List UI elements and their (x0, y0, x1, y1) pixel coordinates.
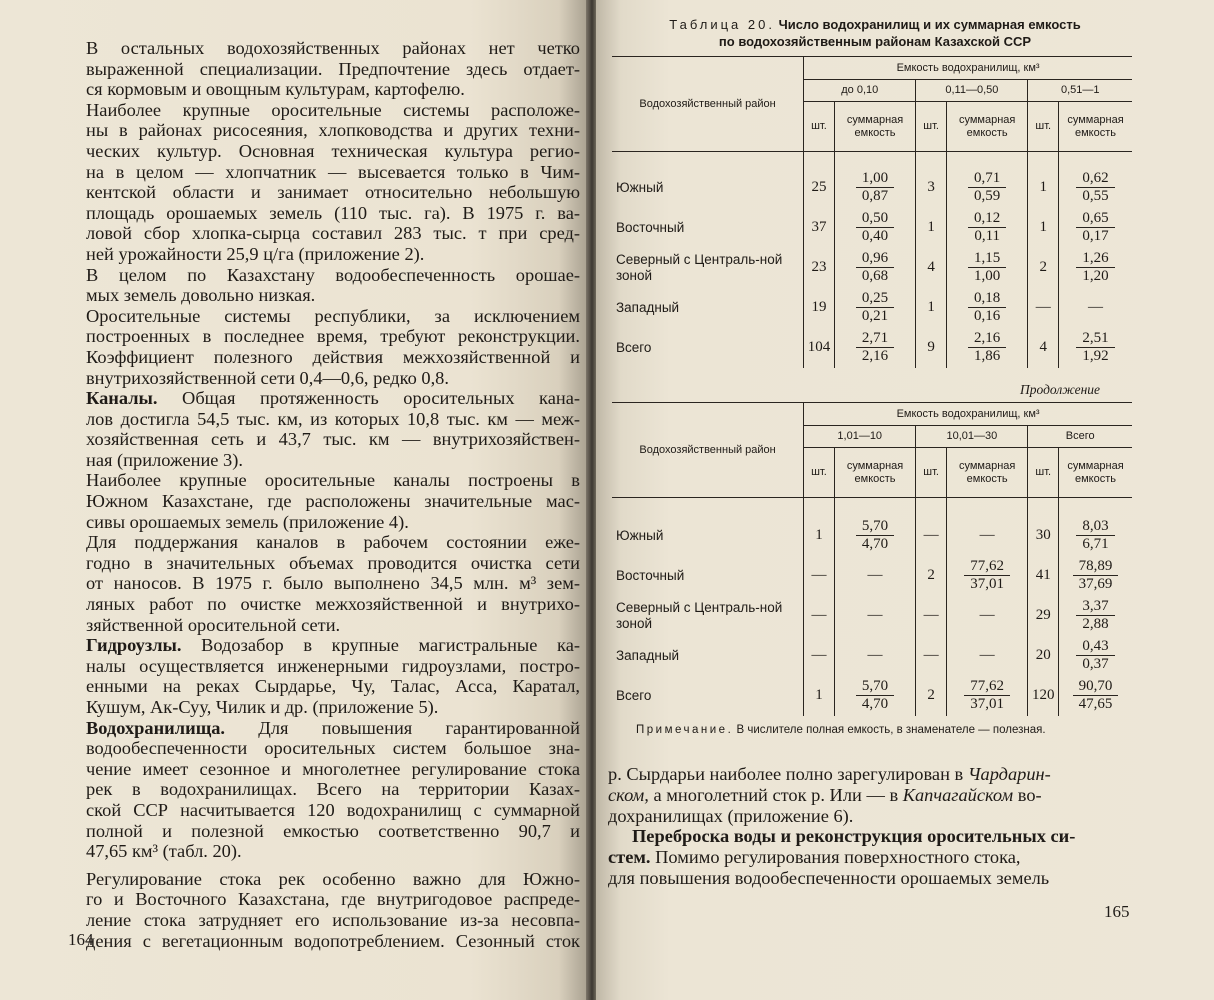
page-number: 164 (68, 930, 94, 949)
capacity-fraction (856, 518, 894, 553)
capacity-cell (946, 288, 1028, 328)
capacity-fraction (968, 250, 1006, 285)
text-line: енными на реках Сырдарье, Чу, Талас, Асса, Каратал, (86, 676, 580, 697)
sum-header: суммарная емкость (834, 448, 916, 498)
count-cell: — (1028, 288, 1059, 328)
full-capacity: — (867, 607, 883, 623)
full-capacity: 0,43 (1076, 638, 1114, 656)
count-cell: 1 (916, 208, 947, 248)
capacity-fraction (968, 210, 1006, 245)
group-header: Всего (1028, 426, 1132, 448)
full-capacity: 1,26 (1076, 250, 1114, 268)
useful-capacity: 0,37 (1082, 656, 1109, 672)
full-capacity: 1,15 (968, 250, 1006, 268)
table-row (612, 208, 1132, 248)
text-line: от наносов. В 1975 г. было выполнено 34,5 млн. м³ зем- (86, 573, 580, 594)
count-cell: 120 (1028, 676, 1059, 716)
full-capacity: 0,50 (856, 210, 894, 228)
full-capacity: 5,70 (856, 518, 894, 536)
capacity-fraction (968, 170, 1006, 205)
region-cell: Южный (612, 152, 804, 208)
count-cell: — (804, 596, 835, 636)
useful-capacity: 0,68 (861, 268, 889, 284)
full-capacity: 3,37 (1076, 598, 1114, 616)
text-line: В остальных водохозяйственных районах нет четко (86, 38, 580, 58)
text-line: Кушум, Ак-Суу, Чилик и др. (приложение 5). (86, 697, 439, 717)
region-cell: Западный (612, 288, 804, 328)
capacity-header: Емкость водохранилищ, км³ (804, 403, 1132, 426)
capacity-cell (834, 288, 916, 328)
continuation-label: Продолжение (1020, 382, 1101, 397)
text-line: налы осуществляется инженерными гидроузлами, постро- (86, 655, 580, 676)
count-cell: 2 (916, 676, 947, 716)
useful-capacity: 37,69 (1078, 576, 1113, 592)
useful-capacity: 0,16 (974, 308, 1001, 324)
useful-capacity: 1,92 (1082, 348, 1109, 364)
count-header: шт. (804, 448, 835, 498)
capacity-fraction (868, 647, 883, 664)
full-capacity: 0,71 (968, 170, 1006, 188)
capacity-cell (834, 676, 916, 716)
count-cell: 3 (916, 152, 947, 208)
capacity-fraction (1073, 678, 1119, 713)
count-header: шт. (1028, 102, 1059, 152)
table-label: Таблица 20. (669, 17, 775, 32)
count-cell: 25 (804, 152, 835, 208)
count-cell: — (804, 556, 835, 596)
capacity-cell (1059, 676, 1132, 716)
full-capacity: 2,51 (1076, 330, 1114, 348)
table-row (612, 636, 1132, 676)
full-capacity: 0,25 (856, 290, 894, 308)
capacity-cell (1059, 498, 1132, 556)
useful-capacity: 0,11 (974, 228, 1001, 244)
region-cell: Северный с Централь-ной зоной (612, 248, 804, 288)
count-cell: 1 (804, 676, 835, 716)
sum-header: суммарная емкость (1067, 113, 1124, 139)
count-cell: 20 (1028, 636, 1059, 676)
count-header: шт. (916, 102, 947, 152)
table-title-line-1: Число водохранилищ и их суммарная емкость (778, 17, 1081, 32)
text-line: го и Восточного Казахстана, где внутригодовое распреде- (86, 889, 580, 910)
capacity-cell (834, 248, 916, 288)
full-capacity: — (979, 647, 995, 663)
text-line: площадь орошаемых земель (110 тыс. га). В 1975 г. ва- (86, 202, 580, 223)
count-cell: 1 (1028, 152, 1059, 208)
text-line: хозяйственная сеть и 43,7 тыс. км — внутрихозяйствен- (86, 429, 580, 450)
full-capacity: 2,71 (856, 330, 894, 348)
text-line: ческих культур. Основная техническая культура регио- (86, 140, 580, 161)
useful-capacity: 0,87 (861, 188, 889, 205)
useful-capacity: 6,71 (1082, 536, 1109, 553)
count-cell: — (916, 498, 947, 556)
text-line: зяйственной оросительной сети. (86, 614, 341, 635)
sum-header: суммарная емкость (946, 102, 1028, 152)
useful-capacity: 1,20 (1082, 268, 1109, 284)
full-capacity: 1,00 (856, 170, 894, 188)
count-cell: 41 (1028, 556, 1059, 596)
sum-header: суммарная емкость (1067, 459, 1124, 485)
useful-capacity: 0,21 (861, 308, 889, 324)
count-cell: 2 (1028, 248, 1059, 288)
capacity-fraction (1073, 558, 1119, 593)
count-cell: — (916, 636, 947, 676)
left-page-text (86, 38, 580, 951)
capacity-fraction (1076, 518, 1114, 553)
count-cell: 29 (1028, 596, 1059, 636)
text-line: ской ССР насчитывается 120 водохранилищ с суммарной (86, 799, 580, 820)
capacity-cell (946, 152, 1028, 208)
text-line: лов достигла 54,5 тыс. км, из которых 10,8 тыс. км — меж- (86, 408, 580, 429)
full-capacity: 0,18 (968, 290, 1006, 308)
text-line: ском, а многолетний сток р. Или — в Капчагайском во- (608, 784, 1042, 805)
heading-kanaly: Каналы. (86, 388, 158, 409)
text-line: полной и полезной емкостью соответственно 90,7 и (86, 820, 580, 841)
useful-capacity: 0,59 (974, 188, 1001, 205)
text-line: водообеспеченности оросительных систем большое зна- (86, 738, 580, 759)
text-line: Для поддержания каналов в рабочем состоянии еже- (86, 532, 580, 553)
capacity-cell (1059, 556, 1132, 596)
capacity-cell (1059, 596, 1132, 636)
text-line: Переброска воды и реконструкция оросительных си- (632, 826, 1076, 847)
capacity-fraction (1076, 330, 1114, 365)
count-cell: 9 (916, 328, 947, 368)
capacity-fraction (1076, 210, 1114, 245)
count-cell: 23 (804, 248, 835, 288)
full-capacity: — (867, 567, 883, 583)
reservoir-table-part-2 (612, 402, 1132, 716)
capacity-cell (834, 208, 916, 248)
note-label: Примечание. (636, 724, 734, 736)
capacity-fraction (1076, 170, 1114, 205)
capacity-fraction (968, 330, 1006, 365)
useful-capacity: 0,17 (1082, 228, 1109, 244)
capacity-fraction (856, 290, 894, 325)
capacity-cell (834, 596, 916, 636)
region-cell: Всего (612, 676, 804, 716)
full-capacity: 8,03 (1076, 518, 1114, 536)
capacity-fraction (1076, 250, 1114, 285)
group-header: 1,01—10 (804, 426, 916, 448)
text-line: ся кормовым и овощным культурам, картофелю. (86, 79, 465, 100)
count-header: шт. (1028, 448, 1059, 498)
table-row (612, 288, 1132, 328)
useful-capacity: 2,88 (1082, 616, 1109, 632)
table-title-line-2: по водохозяйственным районам Казахской ССР (718, 34, 1032, 49)
count-header: шт. (916, 448, 947, 498)
sum-header: суммарная емкость (946, 448, 1028, 498)
full-capacity: 5,70 (856, 678, 894, 696)
table-row (612, 248, 1132, 288)
region-cell: Южный (612, 498, 804, 556)
region-column-header: Водохозяйственный район (612, 403, 804, 498)
full-capacity: 2,16 (968, 330, 1006, 348)
text-line: В целом по Казахстану водообеспеченность орошае- (86, 264, 580, 285)
text-line: ней урожайности 25,9 ц/га (приложение 2). (86, 243, 425, 264)
text-line: р. Сырдарьи наиболее полно зарегулирован в Чардарин- (608, 764, 1051, 784)
capacity-cell (946, 636, 1028, 676)
capacity-fraction (856, 170, 894, 205)
text-line: на в целом — хлопчатник — высевается только в Чим- (86, 161, 580, 182)
capacity-fraction (856, 210, 894, 245)
text-line: Оросительные системы республики, за исключением (86, 305, 580, 326)
group-header: 10,01—30 (916, 426, 1028, 448)
capacity-fraction (868, 607, 883, 624)
capacity-fraction (1076, 598, 1114, 633)
capacity-cell (946, 676, 1028, 716)
text-line: Южном Казахстане, где расположены значительные мас- (86, 491, 580, 512)
useful-capacity: 1,86 (974, 348, 1001, 364)
sum-header: суммарная емкость (834, 102, 916, 152)
capacity-cell (1059, 152, 1132, 208)
capacity-fraction (856, 250, 894, 285)
text-line: стем. Помимо регулирования поверхностного стока, (608, 847, 1021, 868)
capacity-cell (1059, 636, 1132, 676)
page-number: 165 (1104, 902, 1130, 921)
left-page (0, 0, 588, 1000)
text-line: внутрихозяйственной сети 0,4—0,6, редко 0,8. (86, 367, 449, 388)
capacity-cell (946, 248, 1028, 288)
full-capacity: 0,96 (856, 250, 894, 268)
capacity-fraction (964, 678, 1010, 713)
table-row (612, 556, 1132, 596)
text-line: сивы орошаемых земель (приложение 4). (86, 511, 409, 532)
text-line: для повышения водообеспеченности орошаемых земель (608, 867, 1050, 888)
table-caption (620, 16, 1130, 50)
capacity-fraction (868, 567, 883, 584)
capacity-cell (946, 208, 1028, 248)
capacity-cell (1059, 208, 1132, 248)
text-line: выраженной специализации. Предпочтение здесь отдает- (86, 58, 580, 79)
table-note (636, 724, 1046, 736)
full-capacity: 90,70 (1073, 678, 1119, 696)
text-line: 47,65 км³ (табл. 20). (86, 841, 242, 862)
table-row (612, 152, 1132, 208)
capacity-cell (834, 152, 916, 208)
useful-capacity: 4,70 (861, 536, 889, 553)
capacity-cell (834, 328, 916, 368)
capacity-cell (946, 556, 1028, 596)
text-line: Наиболее крупные оросительные системы расположе- (86, 99, 580, 120)
count-cell: 2 (916, 556, 947, 596)
count-cell: — (916, 596, 947, 636)
full-capacity: 0,65 (1076, 210, 1114, 228)
right-page-text (608, 764, 1128, 889)
text-line: дохранилищах (приложение 6). (608, 805, 854, 826)
full-capacity: — (979, 607, 995, 623)
text-line: Наиболее крупные оросительные каналы построены в (86, 470, 580, 491)
useful-capacity: 4,70 (861, 696, 889, 712)
text-line: мых земель довольно низкая. (86, 285, 316, 306)
capacity-fraction (856, 330, 894, 365)
count-cell: 19 (804, 288, 835, 328)
table-row (612, 498, 1132, 556)
region-cell: Северный с Централь-ной зоной (612, 596, 804, 636)
text-line: Водохранилища. Для повышения гарантированной (86, 717, 580, 738)
region-cell: Восточный (612, 208, 804, 248)
text-line: ная (приложение 3). (86, 449, 243, 470)
full-capacity: — (1088, 299, 1104, 315)
capacity-cell (1059, 288, 1132, 328)
capacity-fraction (856, 678, 894, 713)
capacity-fraction (980, 647, 995, 664)
text-line: дения с вегетационным водопотреблением. Сезонный сток (86, 930, 580, 951)
count-cell: 30 (1028, 498, 1059, 556)
capacity-header: Емкость водохранилищ, км³ (804, 57, 1132, 80)
text-line: ляных работ по очистке межхозяйственной и внутрихо- (86, 594, 580, 615)
useful-capacity: 47,65 (1078, 696, 1113, 712)
capacity-cell (834, 636, 916, 676)
capacity-fraction (980, 527, 995, 544)
full-capacity: 78,89 (1073, 558, 1119, 576)
useful-capacity: 0,55 (1082, 188, 1109, 205)
capacity-cell (946, 596, 1028, 636)
capacity-cell (1059, 248, 1132, 288)
count-cell: 4 (916, 248, 947, 288)
text-line: Гидроузлы. Водозабор в крупные магистральные ка- (86, 635, 580, 656)
text-line: ловой сбор хлопка-сырца составил 283 тыс. т при сред- (86, 223, 580, 244)
full-capacity: 0,62 (1076, 170, 1114, 188)
region-cell: Западный (612, 636, 804, 676)
count-cell: 104 (804, 328, 835, 368)
capacity-cell (946, 328, 1028, 368)
capacity-cell (834, 556, 916, 596)
group-header: 0,11—0,50 (916, 80, 1028, 102)
heading-vodokhranilishcha: Водохранилища. (86, 717, 226, 738)
text-line: кентской области и занимает относительно небольшую (86, 182, 580, 203)
count-cell: 37 (804, 208, 835, 248)
useful-capacity: 37,01 (970, 576, 1005, 592)
full-capacity: — (979, 527, 995, 544)
capacity-cell (1059, 328, 1132, 368)
group-header: 0,51—1 (1028, 80, 1132, 102)
capacity-fraction (1076, 638, 1114, 673)
text-line: ны в районах рисосеяния, хлопководства и других техни- (86, 120, 580, 141)
note-text: В числителе полная емкость, в знаменателе — полезная. (736, 724, 1046, 736)
count-cell: 1 (804, 498, 835, 556)
useful-capacity: 1,00 (974, 268, 1001, 284)
text-line: рек в водохранилищах. Всего на территории Казах- (86, 779, 580, 800)
text-line: годно в значительных объемах проводится очистка сети (86, 552, 580, 573)
reservoir-table-part-1 (612, 56, 1132, 368)
count-cell: 1 (1028, 208, 1059, 248)
useful-capacity: 2,16 (861, 348, 889, 364)
heading-gidrouzly: Гидроузлы. (86, 635, 182, 656)
table-row (612, 676, 1132, 716)
full-capacity: 77,62 (964, 558, 1010, 576)
text-line: Регулирование стока рек особенно важно для Южно- (86, 868, 580, 889)
full-capacity: 77,62 (964, 678, 1010, 696)
useful-capacity: 37,01 (970, 696, 1005, 712)
capacity-cell (946, 498, 1028, 556)
full-capacity: — (867, 647, 883, 663)
count-cell: — (804, 636, 835, 676)
capacity-fraction (1088, 299, 1103, 316)
table-row (612, 328, 1132, 368)
capacity-fraction (964, 558, 1010, 593)
region-cell: Восточный (612, 556, 804, 596)
text-line: построенных в последнее время, требуют реконструкции. (86, 326, 580, 347)
text-line: Коэффициент полезного действия межхозяйственной и (86, 346, 580, 367)
region-column-header: Водохозяйственный район (612, 57, 804, 152)
full-capacity: 0,12 (968, 210, 1006, 228)
capacity-cell (834, 498, 916, 556)
useful-capacity: 0,40 (861, 228, 889, 244)
table-row (612, 596, 1132, 636)
text-line: ление стока затрудняет его использование из-за несовпа- (86, 909, 580, 930)
region-cell: Всего (612, 328, 804, 368)
group-header: до 0,10 (804, 80, 916, 102)
count-header: шт. (804, 102, 835, 152)
capacity-fraction (968, 290, 1006, 325)
count-cell: 1 (916, 288, 947, 328)
text-line: чение имеет сезонное и многолетнее регулирование стока (86, 758, 580, 779)
count-cell: 4 (1028, 328, 1059, 368)
capacity-fraction (980, 607, 995, 624)
text-line: Каналы. Общая протяженность оросительных кана- (86, 388, 580, 409)
